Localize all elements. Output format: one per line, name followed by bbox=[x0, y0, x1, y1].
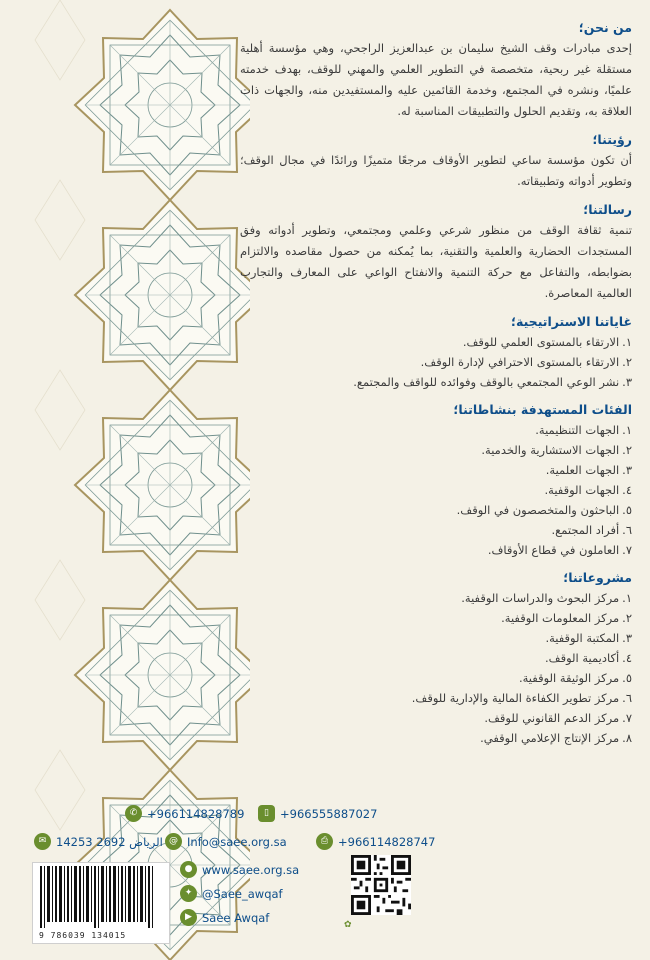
website-contact[interactable] bbox=[180, 861, 299, 878]
list-item: ٥.الباحثون والمتخصصون في الوقف. bbox=[456, 503, 632, 517]
list-item: ٦.أفراد المجتمع. bbox=[551, 523, 632, 537]
list-item: ٣.الجهات العلمية. bbox=[545, 463, 632, 477]
phone-number: +966114828789 bbox=[147, 806, 245, 821]
list-item: ١.مركز البحوث والدراسات الوقفية. bbox=[461, 591, 632, 605]
list-item: ٣.نشر الوعي المجتمعي بالوقف وفوائده للواقف والمجتمع. bbox=[353, 375, 632, 389]
list-item: ٢.الارتقاء بالمستوى الاحترافي لإدارة الوقف. bbox=[420, 355, 632, 369]
qr-code[interactable] bbox=[351, 855, 411, 915]
twitter-icon: ✦ bbox=[180, 885, 197, 902]
list-item: ١.الارتقاء بالمستوى العلمي للوقف. bbox=[462, 335, 632, 349]
publisher-logo-icon: ✿ bbox=[344, 920, 352, 930]
goals-list bbox=[240, 332, 632, 392]
mobile-icon: ▯ bbox=[258, 805, 275, 822]
projects-title: مشروعاتنا؛ bbox=[563, 570, 632, 585]
email-address: Info@saee.org.sa bbox=[187, 834, 287, 849]
list-item: ٦.مركز تطوير الكفاءة المالية والإدارية للوقف. bbox=[411, 691, 632, 705]
list-item: ٢.مركز المعلومات الوقفية. bbox=[501, 611, 632, 625]
list-item: ٣.المكتبة الوقفية. bbox=[545, 631, 632, 645]
about-content bbox=[240, 18, 632, 756]
mobile-contact[interactable] bbox=[258, 805, 377, 822]
vision-title: رؤيتنا؛ bbox=[592, 132, 632, 147]
fax-icon: ⎙ bbox=[316, 833, 333, 850]
list-item: ٤.أكاديمية الوقف. bbox=[545, 651, 632, 665]
barcode-bars bbox=[36, 866, 166, 930]
po-box-contact bbox=[34, 833, 163, 850]
about-title: من نحن؛ bbox=[578, 20, 632, 35]
list-item: ٥.مركز الوثيقة الوقفية. bbox=[518, 671, 632, 685]
isbn-barcode bbox=[32, 862, 170, 944]
globe-icon: ● bbox=[180, 861, 197, 878]
about-text: إحدى مبادرات وقف الشيخ سليمان بن عبدالعزيز الراجحي، وهي مؤسسة أهلية مستقلة غير ربحية، متخصصة في التطوير العلمي والمهني للوقف، بهدف خدمته علميًا، ونشره في المجتمع، وخدمة القائمين عليه والمستفيدين منه، والجهات ذات العلاقة به، وتقديم الحلول والتطبيقات المناسبة له. bbox=[240, 41, 632, 118]
website-link: www.saee.org.sa bbox=[202, 862, 300, 877]
twitter-contact[interactable] bbox=[180, 885, 283, 902]
list-item: ٢.الجهات الاستشارية والخدمية. bbox=[481, 443, 632, 457]
youtube-icon: ▶ bbox=[180, 909, 197, 926]
list-item: ٧.العاملون في قطاع الأوقاف. bbox=[487, 543, 632, 557]
targets-list bbox=[240, 420, 632, 560]
twitter-handle: @Saee_awqaf bbox=[202, 886, 283, 901]
po-box-text: 14253 الرياض 2692 bbox=[56, 834, 163, 849]
list-item: ٧.مركز الدعم القانوني للوقف. bbox=[484, 711, 632, 725]
list-item: ٤.الجهات الوقفية. bbox=[544, 483, 632, 497]
youtube-contact[interactable] bbox=[180, 909, 269, 926]
fax-contact[interactable] bbox=[316, 833, 435, 850]
youtube-channel: Saee Awqaf bbox=[202, 910, 270, 925]
qr-code-graphic bbox=[351, 855, 411, 915]
phone-icon: ✆ bbox=[125, 805, 142, 822]
mission-text: تنمية ثقافة الوقف من منظور شرعي وعلمي ومجتمعي، وتطوير أدواته وفق المستجدات الحضارية والعلمية والتقنية، بما يُمكنه من حصول مقاصده والالتزام بضوابطه، والتفاعل مع حركة التنمية والانفتاح الواعي على المعارف والتجارب العالمية المعاصرة. bbox=[240, 223, 632, 300]
phone-contact[interactable] bbox=[125, 805, 244, 822]
goals-title: غاياتنا الاستراتيجية؛ bbox=[511, 314, 632, 329]
fax-number: +966114828747 bbox=[338, 834, 436, 849]
mobile-number: +966555887027 bbox=[280, 806, 378, 821]
vision-text: أن تكون مؤسسة ساعي لتطوير الأوقاف مرجعًا متميزًا ورائدًا في مجال الوقف؛ وتطوير أدواته وتطبيقاته. bbox=[240, 153, 632, 188]
list-item: ١.الجهات التنظيمية. bbox=[535, 423, 632, 437]
targets-title: الفئات المستهدفة بنشاطاتنا؛ bbox=[453, 402, 632, 417]
projects-list bbox=[240, 588, 632, 748]
isbn-number: 9 786039 134015 bbox=[39, 931, 127, 940]
list-item: ٨.مركز الإنتاج الإعلامي الوقفي. bbox=[480, 731, 632, 745]
mailbox-icon: ✉ bbox=[34, 833, 51, 850]
email-contact[interactable] bbox=[165, 833, 287, 850]
email-icon: @ bbox=[165, 833, 182, 850]
mission-title: رسالتنا؛ bbox=[583, 202, 632, 217]
